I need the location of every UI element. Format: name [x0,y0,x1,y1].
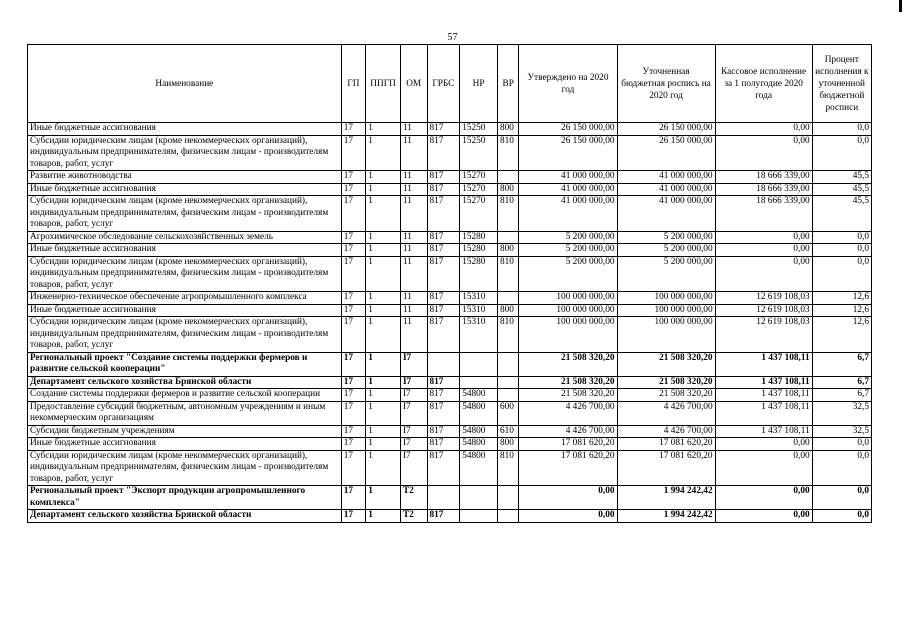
table-row [28,231,872,244]
cell-gp: 17 [341,450,366,486]
cell-approved: 26 150 000,00 [519,135,617,171]
table-row [28,123,872,136]
cell-np: 54800 [460,389,498,402]
col-header-specified: Уточненная бюджетная роспись на 2020 год [617,45,715,123]
cell-ppgp: 1 [366,317,401,353]
cell-percent: 0,0 [812,450,871,486]
col-header-om: ОМ [400,45,427,123]
cell-grbs: 817 [427,425,460,438]
cell-name: Создание системы поддержки фермеров и развитие сельской кооперации [28,389,342,402]
cell-name: Субсидии юридическим лицам (кроме некоммерческих организаций), индивидуальным предпринимателям, физическим лицам - производителям товаров, работ, услуг [28,256,342,292]
cell-approved: 100 000 000,00 [519,304,617,317]
cell-ppgp: 1 [366,304,401,317]
cell-np: 15280 [460,231,498,244]
cell-om: 11 [400,135,427,171]
cell-ppgp: 1 [366,292,401,305]
cell-gp: 17 [341,486,366,510]
cell-cash: 18 666 339,00 [715,196,812,232]
cell-grbs: 817 [427,304,460,317]
cell-specified: 4 426 700,00 [617,401,715,425]
cell-name: Субсидии юридическим лицам (кроме некоммерческих организаций), индивидуальным предпринимателям, физическим лицам - производителям товаров, работ, услуг [28,135,342,171]
cell-vr [497,510,518,523]
cell-np: 54800 [460,438,498,451]
cell-percent: 0,0 [812,123,871,136]
cell-grbs: 817 [427,401,460,425]
cell-gp: 17 [341,352,366,376]
cell-vr: 610 [497,425,518,438]
cell-np: 15270 [460,196,498,232]
cell-approved: 41 000 000,00 [519,183,617,196]
cell-grbs: 817 [427,123,460,136]
cell-np: 15280 [460,244,498,257]
cell-om: 11 [400,231,427,244]
cell-name: Субсидии юридическим лицам (кроме некоммерческих организаций), индивидуальным предпринимателям, физическим лицам - производителям товаров, работ, услуг [28,317,342,353]
cell-ppgp: 1 [366,450,401,486]
cell-np: 54800 [460,401,498,425]
cell-om: 11 [400,292,427,305]
cell-grbs: 817 [427,389,460,402]
cell-gp: 17 [341,389,366,402]
cell-ppgp: 1 [366,376,401,389]
cell-cash: 12 619 108,03 [715,317,812,353]
cell-np [460,510,498,523]
cell-om: I7 [400,352,427,376]
cell-specified: 1 994 242,42 [617,510,715,523]
cell-vr: 810 [497,317,518,353]
cell-percent: 32,5 [812,425,871,438]
cell-ppgp: 1 [366,244,401,257]
cell-approved: 17 081 620,20 [519,438,617,451]
table-row [28,183,872,196]
cell-ppgp: 1 [366,486,401,510]
cell-vr: 810 [497,135,518,171]
cell-approved: 21 508 320,20 [519,376,617,389]
cell-specified: 21 508 320,20 [617,389,715,402]
cell-specified: 41 000 000,00 [617,196,715,232]
cell-specified: 5 200 000,00 [617,244,715,257]
cell-vr [497,389,518,402]
cell-np [460,352,498,376]
cell-name: Субсидии юридическим лицам (кроме некоммерческих организаций), индивидуальным предпринимателям, физическим лицам - производителям товаров, работ, услуг [28,196,342,232]
cell-om: I7 [400,425,427,438]
cell-gp: 17 [341,244,366,257]
cell-name: Департамент сельского хозяйства Брянской области [28,510,342,523]
cell-approved: 17 081 620,20 [519,450,617,486]
cell-ppgp: 1 [366,401,401,425]
cell-approved: 100 000 000,00 [519,317,617,353]
cell-specified: 4 426 700,00 [617,425,715,438]
cell-np: 15310 [460,292,498,305]
cell-vr: 800 [497,438,518,451]
col-header-gp: ГП [341,45,366,123]
cell-om: I7 [400,401,427,425]
col-header-name: Наименование [28,45,342,123]
cell-specified: 5 200 000,00 [617,256,715,292]
cell-ppgp: 1 [366,389,401,402]
cell-gp: 17 [341,438,366,451]
cell-name: Региональный проект "Создание системы поддержки фермеров и развитие сельской кооперации" [28,352,342,376]
cell-np: 15250 [460,123,498,136]
cell-np: 15310 [460,317,498,353]
page-number: 57 [447,32,458,43]
cell-cash: 0,00 [715,256,812,292]
table-row [28,196,872,232]
table-row [28,352,872,376]
cell-vr: 800 [497,183,518,196]
cell-cash: 12 619 108,03 [715,304,812,317]
cell-np: 15310 [460,304,498,317]
cell-om: 11 [400,304,427,317]
cell-percent: 12,6 [812,304,871,317]
cell-cash: 0,00 [715,510,812,523]
header-row [28,45,872,123]
table-row [28,438,872,451]
cell-om: T2 [400,486,427,510]
col-header-cash: Кассовое исполнение за 1 полугодие 2020 года [715,45,812,123]
cell-ppgp: 1 [366,231,401,244]
cell-cash: 0,00 [715,123,812,136]
table-row [28,401,872,425]
cell-grbs: 817 [427,510,460,523]
cell-vr: 600 [497,401,518,425]
cell-gp: 17 [341,231,366,244]
cell-np: 54800 [460,425,498,438]
cell-name: Субсидии бюджетным учреждениям [28,425,342,438]
cell-approved: 5 200 000,00 [519,231,617,244]
cell-grbs: 817 [427,292,460,305]
table-row [28,450,872,486]
cell-om: 11 [400,183,427,196]
cell-vr: 800 [497,304,518,317]
cell-grbs: 817 [427,317,460,353]
cell-specified: 17 081 620,20 [617,450,715,486]
table-body [28,123,872,523]
cell-grbs [427,352,460,376]
cell-approved: 21 508 320,20 [519,352,617,376]
cell-gp: 17 [341,376,366,389]
table-row [28,256,872,292]
cell-name: Департамент сельского хозяйства Брянской области [28,376,342,389]
cell-cash: 1 437 108,11 [715,352,812,376]
cell-cash: 0,00 [715,450,812,486]
cell-om: I7 [400,376,427,389]
cell-grbs: 817 [427,196,460,232]
table-row [28,486,872,510]
cell-cash: 18 666 339,00 [715,171,812,184]
cell-name: Иные бюджетные ассигнования [28,244,342,257]
cell-cash: 1 437 108,11 [715,376,812,389]
cell-ppgp: 1 [366,510,401,523]
cell-approved: 0,00 [519,486,617,510]
cell-cash: 0,00 [715,438,812,451]
cell-om: 11 [400,123,427,136]
table-row [28,389,872,402]
cell-specified: 100 000 000,00 [617,292,715,305]
cell-vr [497,231,518,244]
table-row [28,510,872,523]
cell-np: 15270 [460,171,498,184]
cell-percent: 6,7 [812,376,871,389]
cell-grbs: 817 [427,135,460,171]
cell-specified: 41 000 000,00 [617,183,715,196]
cell-vr [497,376,518,389]
cell-gp: 17 [341,317,366,353]
cell-cash: 0,00 [715,244,812,257]
cell-ppgp: 1 [366,196,401,232]
cell-name: Иные бюджетные ассигнования [28,183,342,196]
cell-om: T2 [400,510,427,523]
cell-cash: 0,00 [715,486,812,510]
cell-ppgp: 1 [366,123,401,136]
cell-om: 11 [400,171,427,184]
cell-np: 15270 [460,183,498,196]
cell-grbs [427,486,460,510]
cell-specified: 41 000 000,00 [617,171,715,184]
cell-percent: 0,0 [812,256,871,292]
table-row [28,425,872,438]
cell-vr: 800 [497,244,518,257]
cell-ppgp: 1 [366,171,401,184]
cell-cash: 1 437 108,11 [715,425,812,438]
cell-np [460,376,498,389]
table-row [28,317,872,353]
cell-specified: 100 000 000,00 [617,304,715,317]
cell-cash: 1 437 108,11 [715,389,812,402]
cell-gp: 17 [341,425,366,438]
cell-grbs: 817 [427,256,460,292]
cell-percent: 6,7 [812,352,871,376]
cell-gp: 17 [341,304,366,317]
cell-om: 11 [400,196,427,232]
cell-om: I7 [400,450,427,486]
cell-ppgp: 1 [366,256,401,292]
cell-name: Предоставление субсидий бюджетным, автономным учреждениям и иным некоммерческим организациям [28,401,342,425]
cell-approved: 21 508 320,20 [519,389,617,402]
table-row [28,135,872,171]
cell-specified: 100 000 000,00 [617,317,715,353]
cell-name: Иные бюджетные ассигнования [28,304,342,317]
cell-percent: 0,0 [812,438,871,451]
cell-cash: 12 619 108,03 [715,292,812,305]
cell-grbs: 817 [427,376,460,389]
cell-approved: 41 000 000,00 [519,196,617,232]
cell-name: Развитие животноводства [28,171,342,184]
cell-percent: 0,0 [812,135,871,171]
cell-ppgp: 1 [366,135,401,171]
cell-vr: 800 [497,123,518,136]
table-row [28,244,872,257]
cell-np: 15280 [460,256,498,292]
cell-percent: 45,5 [812,183,871,196]
cell-om: 11 [400,244,427,257]
cell-percent: 0,0 [812,231,871,244]
table-row [28,376,872,389]
cell-approved: 41 000 000,00 [519,171,617,184]
cell-gp: 17 [341,183,366,196]
cell-approved: 0,00 [519,510,617,523]
cell-np: 54800 [460,450,498,486]
cell-grbs: 817 [427,183,460,196]
col-header-ppgp: ППГП [366,45,401,123]
cell-ppgp: 1 [366,352,401,376]
cell-grbs: 817 [427,244,460,257]
cell-percent: 12,6 [812,317,871,353]
cell-specified: 26 150 000,00 [617,123,715,136]
cell-vr [497,352,518,376]
cell-specified: 1 994 242,42 [617,486,715,510]
col-header-vr: ВР [497,45,518,123]
cell-gp: 17 [341,123,366,136]
cell-vr: 810 [497,196,518,232]
cell-grbs: 817 [427,450,460,486]
cell-grbs: 817 [427,231,460,244]
cell-percent: 6,7 [812,389,871,402]
cell-name: Иные бюджетные ассигнования [28,438,342,451]
cell-om: 11 [400,256,427,292]
col-header-np: НР [460,45,498,123]
cell-om: I7 [400,389,427,402]
cell-approved: 5 200 000,00 [519,244,617,257]
cell-vr: 810 [497,450,518,486]
cell-percent: 0,0 [812,244,871,257]
cell-np: 15250 [460,135,498,171]
cell-gp: 17 [341,171,366,184]
scan-edge-mark [899,0,902,12]
cell-name: Иные бюджетные ассигнования [28,123,342,136]
cell-percent: 45,5 [812,196,871,232]
cell-percent: 45,5 [812,171,871,184]
cell-gp: 17 [341,196,366,232]
cell-vr [497,292,518,305]
cell-approved: 4 426 700,00 [519,401,617,425]
cell-np [460,486,498,510]
cell-cash: 0,00 [715,135,812,171]
table-row [28,171,872,184]
cell-ppgp: 1 [366,425,401,438]
cell-specified: 21 508 320,20 [617,352,715,376]
cell-cash: 0,00 [715,231,812,244]
cell-specified: 26 150 000,00 [617,135,715,171]
budget-table [27,44,872,523]
col-header-percent: Процент исполнения к уточненной бюджетной росписи [812,45,871,123]
cell-grbs: 817 [427,438,460,451]
cell-percent: 32,5 [812,401,871,425]
cell-vr [497,171,518,184]
table-row [28,304,872,317]
cell-vr: 810 [497,256,518,292]
col-header-approved: Утверждено на 2020 год [519,45,617,123]
cell-approved: 26 150 000,00 [519,123,617,136]
cell-specified: 21 508 320,20 [617,376,715,389]
cell-name: Агрохимическое обследование сельскохозяйственных земель [28,231,342,244]
cell-percent: 0,0 [812,510,871,523]
cell-cash: 18 666 339,00 [715,183,812,196]
cell-name: Инженерно-техническое обеспечение агропромышленного комплекса [28,292,342,305]
cell-cash: 1 437 108,11 [715,401,812,425]
cell-gp: 17 [341,135,366,171]
cell-om: I7 [400,438,427,451]
cell-ppgp: 1 [366,183,401,196]
cell-vr [497,486,518,510]
cell-approved: 4 426 700,00 [519,425,617,438]
cell-approved: 100 000 000,00 [519,292,617,305]
cell-gp: 17 [341,292,366,305]
col-header-grbs: ГРБС [427,45,460,123]
cell-percent: 0,0 [812,486,871,510]
cell-name: Субсидии юридическим лицам (кроме некоммерческих организаций), индивидуальным предпринимателям, физическим лицам - производителям товаров, работ, услуг [28,450,342,486]
cell-name: Региональный проект "Экспорт продукции агропромышленного комплекса" [28,486,342,510]
cell-gp: 17 [341,256,366,292]
cell-specified: 17 081 620,20 [617,438,715,451]
cell-specified: 5 200 000,00 [617,231,715,244]
cell-ppgp: 1 [366,438,401,451]
cell-gp: 17 [341,510,366,523]
cell-gp: 17 [341,401,366,425]
cell-percent: 12,6 [812,292,871,305]
table-row [28,292,872,305]
cell-grbs: 817 [427,171,460,184]
cell-approved: 5 200 000,00 [519,256,617,292]
cell-om: 11 [400,317,427,353]
